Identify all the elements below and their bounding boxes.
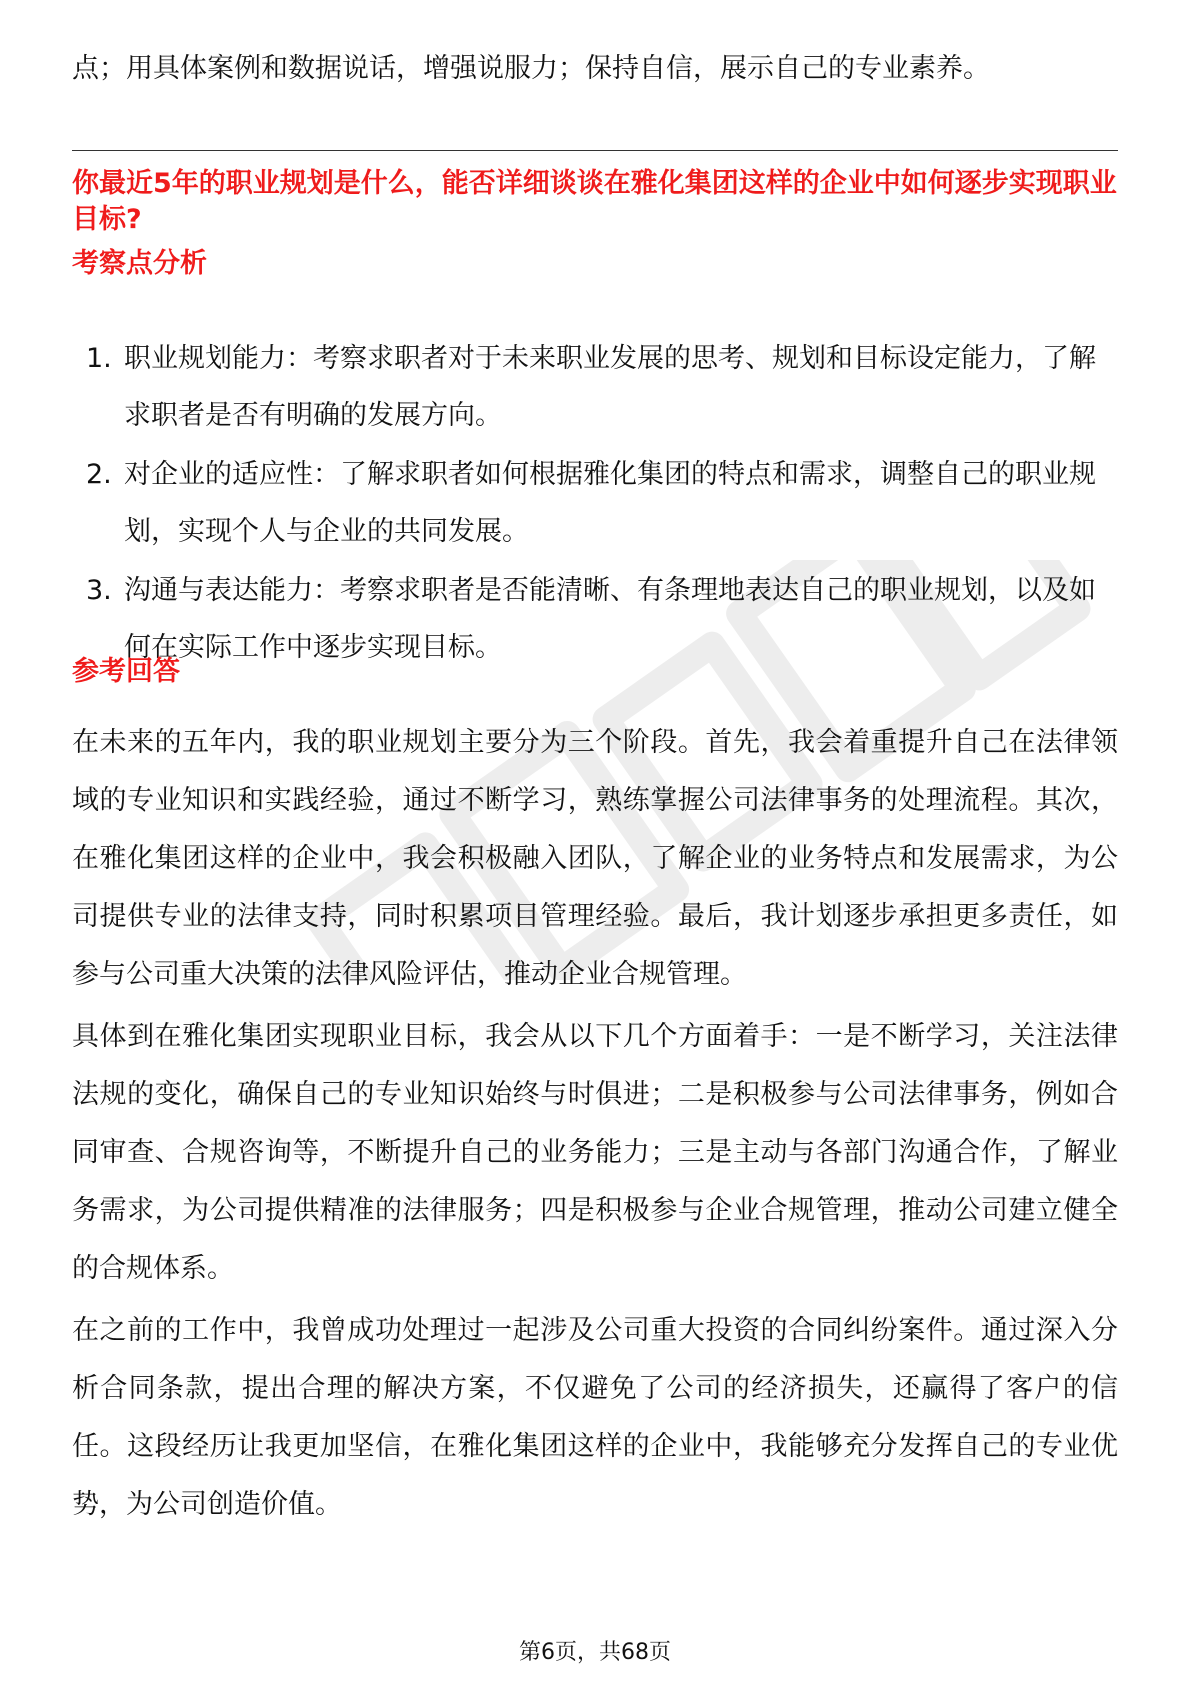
answer-paragraph: 在未来的五年内，我的职业规划主要分为三个阶段。首先，我会着重提升自己在法律领域的专业知识和实践经验，通过不断学习，熟练掌握公司法律事务的处理流程。其次，在雅化集团这样的企业中，我会积极融入团队，了解企业的业务特点和发展需求，为公司提供专业的法律支持，同时积累项目管理经验。最后，我计划逐步承担更多责任，如参与公司重大决策的法律风险评估，推动企业合规管理。 [72,727,1118,990]
point-number: 3. [86,575,112,606]
page-footer: 第6页，共68页 [519,1640,671,1665]
point-text: 职业规划能力：考察求职者对于未来职业发展的思考、规划和目标设定能力，了解求职者是否有明确的发展方向。 [124,343,1096,431]
interview-question: 你最近5年的职业规划是什么，能否详细谈谈在雅化集团这样的企业中如何逐步实现职业目标? [72,168,1117,235]
section-divider [72,150,1118,151]
point-text: 沟通与表达能力：考察求职者是否能清晰、有条理地表达自己的职业规划，以及如何在实际工作中逐步实现目标。 [124,575,1096,663]
point-number: 2. [86,459,112,490]
answer-heading: 参考回答 [72,656,180,687]
analysis-point [72,562,1118,676]
answer-paragraph: 具体到在雅化集团实现职业目标，我会从以下几个方面着手：一是不断学习，关注法律法规的变化，确保自己的专业知识始终与时俱进；二是积极参与公司法律事务，例如合同审查、合规咨询等，不断提升自己的业务能力；三是主动与各部门沟通合作，了解业务需求，为公司提供精准的法律服务；四是积极参与企业合规管理，推动公司建立健全的合规体系。 [72,1021,1118,1284]
answer-paragraph: 在之前的工作中，我曾成功处理过一起涉及公司重大投资的合同纠纷案件。通过深入分析合同条款，提出合理的解决方案，不仅避免了公司的经济损失，还赢得了客户的信任。这段经历让我更加坚信，在雅化集团这样的企业中，我能够充分发挥自己的专业优势，为公司创造价值。 [72,1315,1118,1520]
analysis-point [72,446,1118,560]
continued-text-line: 点；用具体案例和数据说话，增强说服力；保持自信，展示自己的专业素养。 [72,53,990,84]
analysis-points-list [72,330,1118,678]
analysis-point [72,330,1118,444]
point-number: 1. [86,343,112,374]
analysis-heading: 考察点分析 [72,248,207,279]
point-text: 对企业的适应性：了解求职者如何根据雅化集团的特点和需求，调整自己的职业规划，实现个人与企业的共同发展。 [124,459,1096,547]
